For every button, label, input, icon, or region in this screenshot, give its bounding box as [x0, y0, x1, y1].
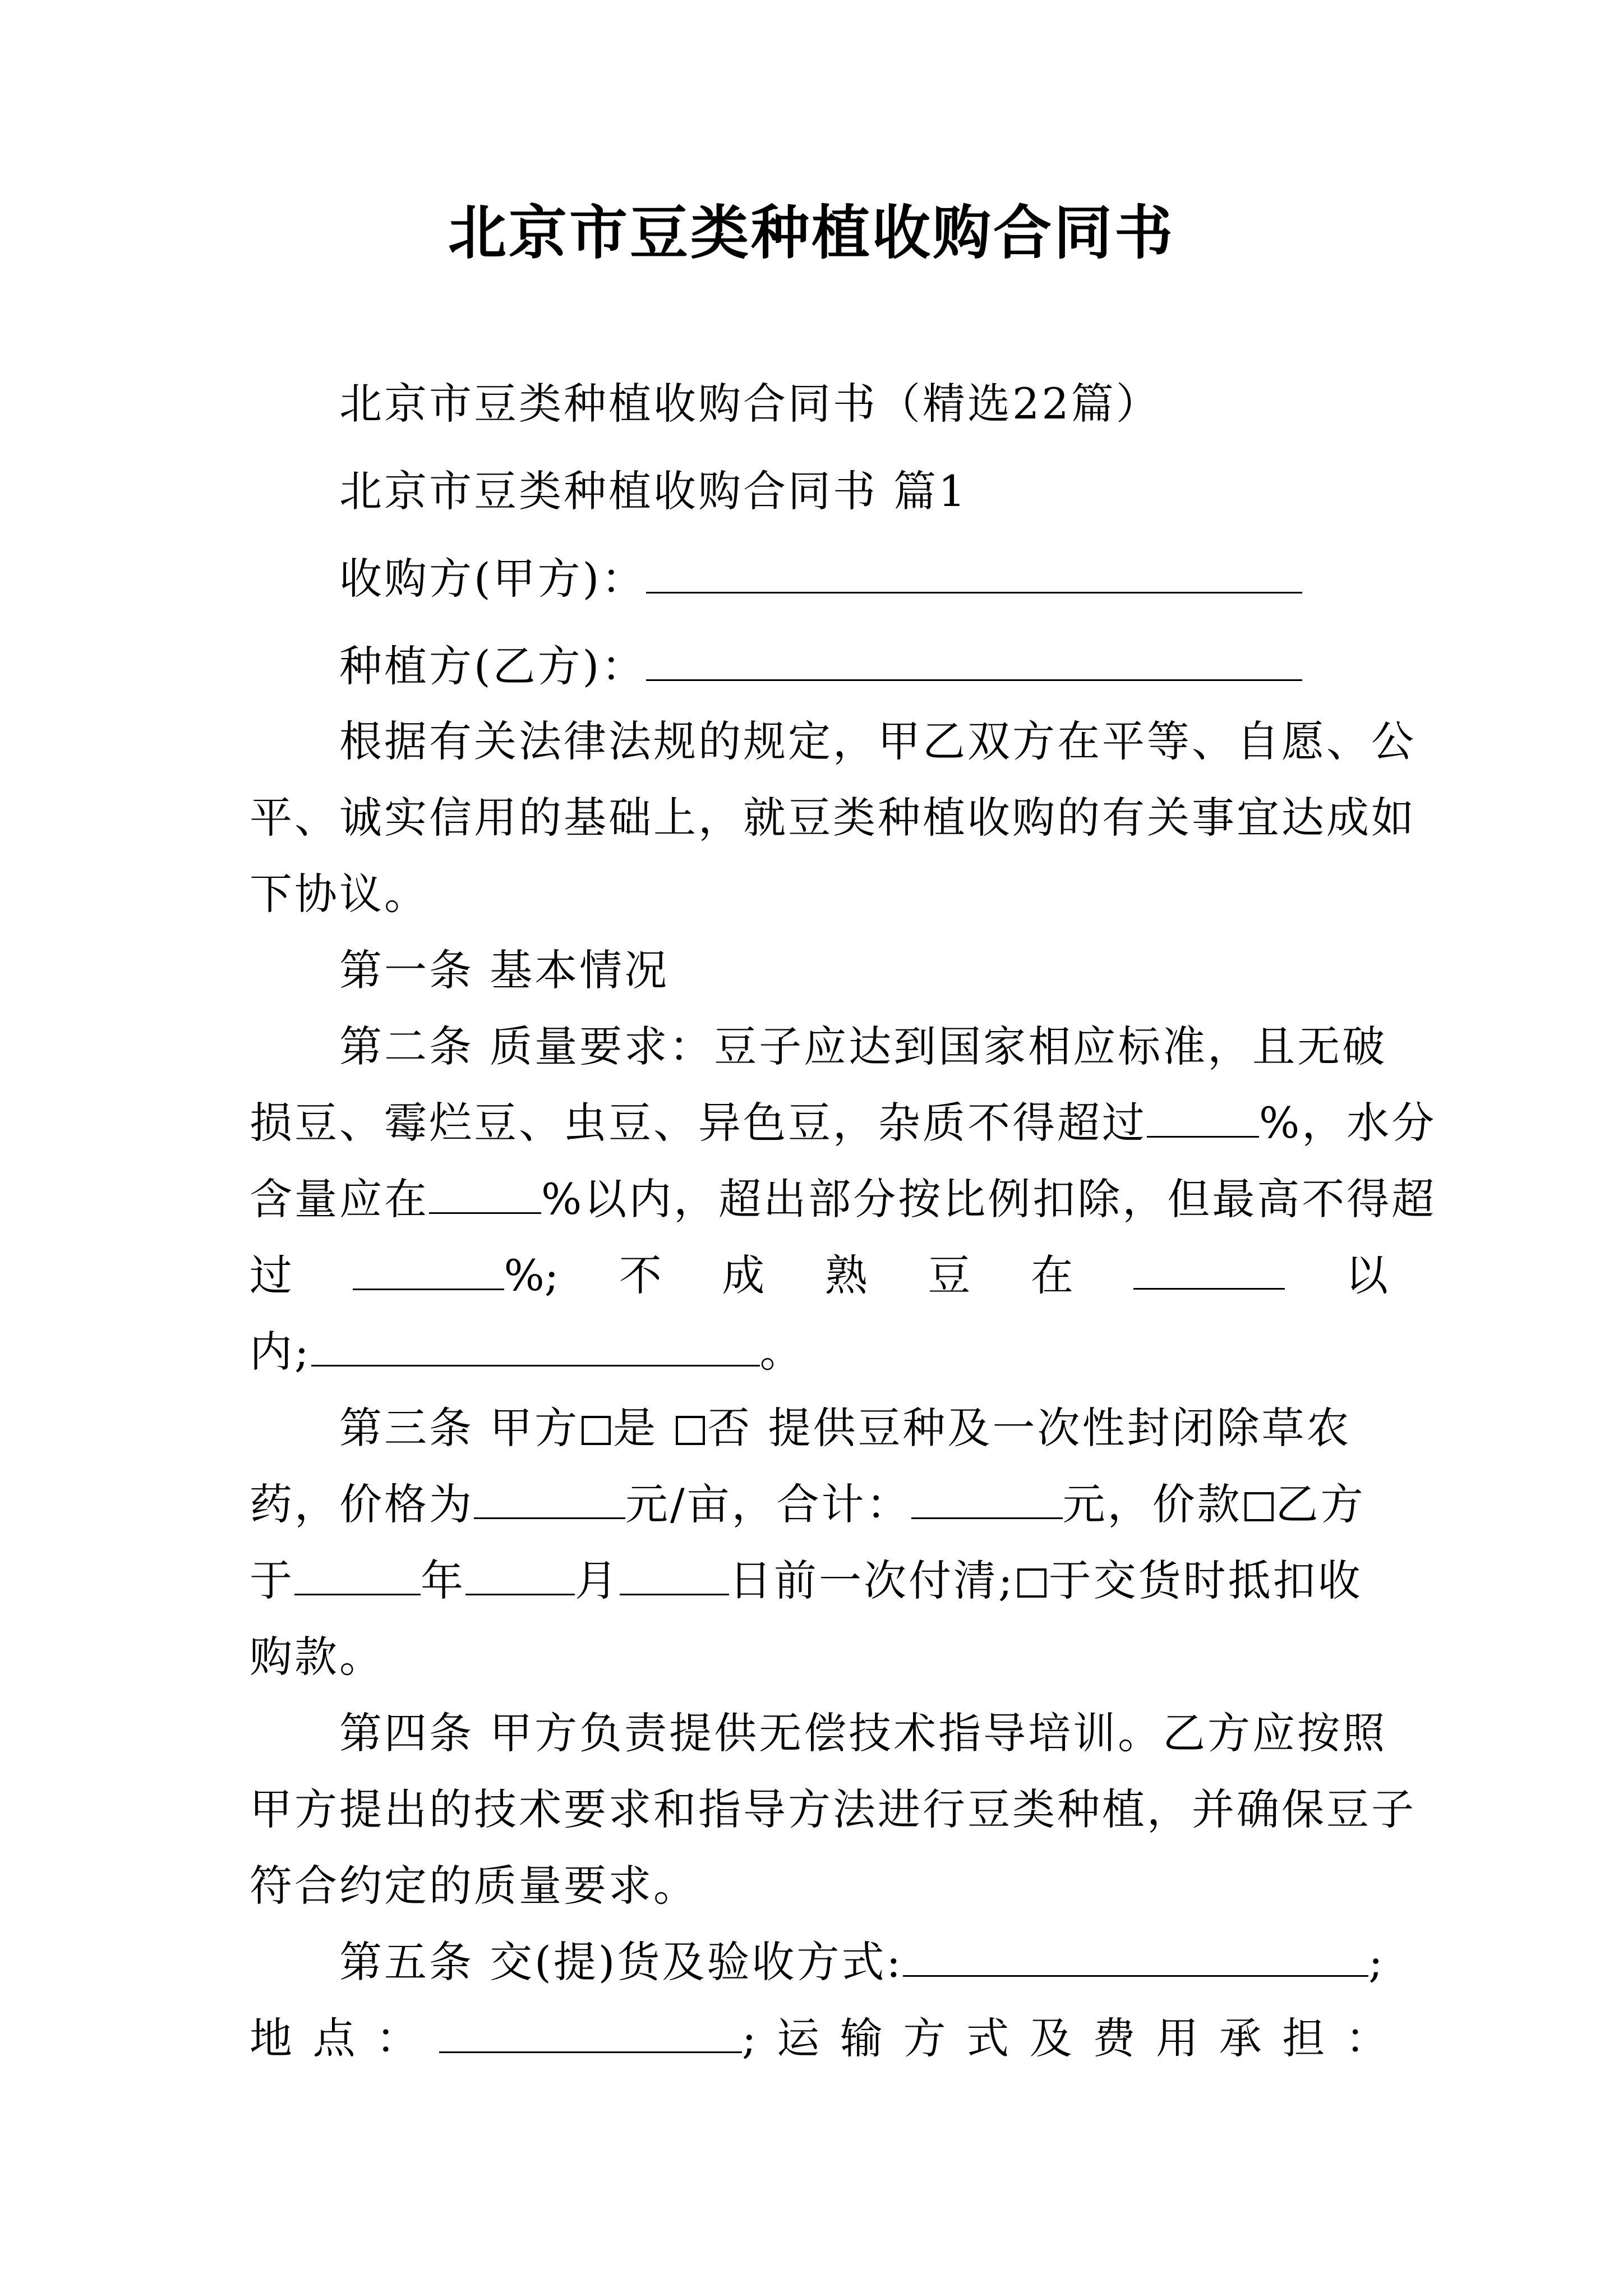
- article-5-text: 第五条 交(提)货及验收方式:: [339, 1937, 903, 1987]
- article-3-text: 第三条 甲方: [339, 1403, 580, 1453]
- day-blank[interactable]: [620, 1553, 729, 1595]
- article-3-line-3: [250, 1553, 1388, 1609]
- article-3-text: 元/亩，合计：: [625, 1479, 911, 1529]
- grower-line: [339, 638, 1388, 694]
- article-5-char: 式: [966, 2013, 1009, 2063]
- immature-beans-blank[interactable]: [1133, 1248, 1285, 1290]
- total-amount-blank[interactable]: [911, 1477, 1063, 1519]
- article-2-line-4: [250, 1248, 1388, 1304]
- article-2-char: 在: [1030, 1250, 1073, 1300]
- article-3-text: 日前一次付清;: [729, 1556, 1015, 1605]
- article-3-text: 元，价款: [1062, 1479, 1242, 1529]
- article-2-text: 内;: [250, 1327, 311, 1377]
- article-2-text: %以内，超出部分按比例扣除，但最高不得超: [541, 1174, 1437, 1224]
- article-2-line-2: [250, 1095, 1437, 1151]
- article-3-line-4: 购款。: [250, 1632, 384, 1682]
- article-5-text: ;: [1368, 1937, 1385, 1987]
- article-4-line-3: 符合约定的质量要求。: [250, 1861, 698, 1911]
- article-2-char: 不: [619, 1250, 662, 1300]
- buyer-label: 收购方(甲方)：: [339, 554, 647, 604]
- preamble-line-3: 下协议。: [250, 869, 429, 919]
- max-deduction-percent-blank[interactable]: [353, 1248, 504, 1290]
- article-2-line-5: [250, 1324, 1388, 1380]
- article-5-char: ：: [1345, 2013, 1388, 2063]
- article-3-text: 乙方: [1275, 1479, 1366, 1529]
- article-2-char: %;: [504, 1250, 559, 1300]
- article-1-heading: 第一条 基本情况: [339, 945, 670, 995]
- article-4-line-1: 第四条 甲方负责提供无偿技术指导培训。乙方应按照: [339, 1708, 1387, 1758]
- buyer-line: [339, 551, 1388, 607]
- article-4-line-2: 甲方提出的技术要求和指导方法进行豆类种植，并确保豆子: [250, 1784, 1416, 1834]
- article-2-line-3: [250, 1171, 1437, 1227]
- preamble-line-1: 根据有关法律法规的规定，甲乙双方在平等、自愿、公: [339, 716, 1416, 766]
- document-subtitle: 北京市豆类种植收购合同书（精选22篇）: [339, 379, 1161, 429]
- article-5-line-2: [250, 2010, 1388, 2067]
- location-blank[interactable]: [439, 2011, 742, 2053]
- article-3-line-1: [339, 1400, 1388, 1456]
- article-5-char: 费: [1092, 2013, 1136, 2063]
- article-5-char: 方: [903, 2013, 946, 2063]
- article-2-char: 熟: [824, 1250, 868, 1300]
- article-2-text: %，水分: [1259, 1098, 1437, 1148]
- max-deduction-group: [353, 1248, 559, 1304]
- article-5-char: 承: [1219, 2013, 1262, 2063]
- article-5-char: 运: [777, 2013, 820, 2063]
- month-blank[interactable]: [465, 1553, 575, 1595]
- article-5-char: 用: [1156, 2013, 1199, 2063]
- article-5-char: 担: [1282, 2013, 1325, 2063]
- document-title: 北京市豆类种植收购合同书: [448, 198, 1175, 267]
- location-group: [439, 2010, 757, 2067]
- immature-limit-blank[interactable]: [311, 1324, 760, 1366]
- article-2-char: 豆: [928, 1250, 971, 1300]
- section-heading: 北京市豆类种植收购合同书 篇1: [339, 466, 968, 516]
- article-5-char: 输: [840, 2013, 883, 2063]
- article-5-char: 点: [312, 2013, 356, 2063]
- delivery-method-blank[interactable]: [903, 1935, 1368, 1977]
- grower-label: 种植方(乙方)：: [339, 641, 647, 691]
- article-2-text: 含量应在: [250, 1174, 429, 1224]
- article-5-char: 及: [1029, 2013, 1072, 2063]
- year-blank[interactable]: [294, 1553, 421, 1595]
- checkbox-deduct-on-delivery[interactable]: [1017, 1568, 1046, 1598]
- article-3-text: 于: [250, 1556, 294, 1605]
- article-5-line-1: [339, 1934, 1388, 1990]
- checkbox-payment-before[interactable]: [1244, 1492, 1274, 1521]
- article-5-char: ;: [741, 2013, 757, 2063]
- article-3-line-2: [250, 1476, 1388, 1533]
- checkbox-yes[interactable]: [582, 1416, 611, 1445]
- price-per-mu-blank[interactable]: [474, 1477, 625, 1519]
- article-3-text: 年: [421, 1556, 465, 1605]
- article-2-text: 。: [759, 1327, 805, 1377]
- article-3-text: 是: [613, 1403, 658, 1453]
- preamble-line-2: 平、诚实信用的基础上，就豆类种植收购的有关事宜达成如: [250, 793, 1416, 843]
- article-3-text: 于交货时抵扣收: [1048, 1556, 1363, 1605]
- article-3-text: 否 提供豆种及一次性封闭除草农: [707, 1403, 1352, 1453]
- checkbox-no[interactable]: [676, 1416, 705, 1445]
- buyer-name-blank[interactable]: [646, 551, 1302, 593]
- article-2-text: 损豆、霉烂豆、虫豆、异色豆，杂质不得超过: [250, 1098, 1147, 1148]
- article-2-char: 过: [250, 1250, 292, 1300]
- article-3-text: 药，价格为: [250, 1479, 474, 1529]
- article-2-char: 以: [1345, 1250, 1388, 1300]
- impurity-percent-blank[interactable]: [1147, 1096, 1259, 1138]
- grower-name-blank[interactable]: [646, 639, 1302, 681]
- article-5-char: 地: [250, 2013, 292, 2063]
- article-3-text: 月: [575, 1556, 620, 1605]
- moisture-percent-blank[interactable]: [429, 1172, 541, 1214]
- article-5-char: ：: [376, 2013, 419, 2063]
- article-2-char: 成: [722, 1250, 765, 1300]
- article-2-line-1: 第二条 质量要求：豆子应达到国家相应标准，且无破: [339, 1022, 1387, 1071]
